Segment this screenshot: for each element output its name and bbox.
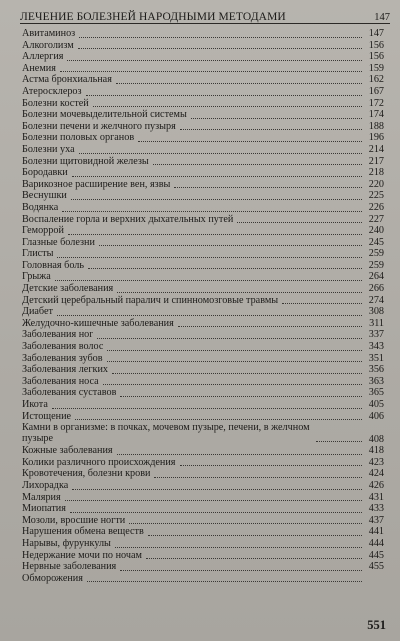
toc-entry-page: 174 [368, 109, 384, 121]
toc-entry-title: Варикозное расширение вен, язвы [22, 178, 171, 190]
dot-leader [174, 187, 362, 188]
toc-entry-title: Кожные заболевания [22, 445, 113, 457]
dot-leader [72, 489, 362, 490]
dot-leader [93, 106, 362, 107]
toc-entry-title: Атеросклероз [22, 85, 82, 97]
toc-entry-title: Водянка [22, 201, 59, 213]
header-title: ЛЕЧЕНИЕ БОЛЕЗНЕЙ НАРОДНЫМИ МЕТОДАМИ [20, 11, 286, 23]
toc-entry [22, 503, 384, 515]
toc-entry-title: Обморожения [22, 572, 83, 584]
toc-entry [22, 190, 384, 202]
toc-entry-page: 311 [369, 317, 384, 329]
toc-entry-page: 172 [368, 97, 384, 109]
toc-entry [22, 468, 384, 480]
toc-entry [22, 156, 384, 168]
dot-leader [52, 408, 362, 409]
toc-entry [22, 387, 384, 399]
toc-entry-title: Грыжа [22, 271, 51, 283]
toc-entry-page: 220 [368, 178, 384, 190]
toc-entry-title: Головная боль [22, 259, 85, 271]
toc-entry [22, 248, 384, 260]
toc-entry-title: Воспаление горла и верхних дыхательных путей [22, 213, 234, 225]
toc-entry [22, 457, 384, 469]
dot-leader [68, 234, 362, 235]
toc-entry [22, 318, 384, 330]
toc-entry-page: 156 [368, 39, 384, 51]
toc-entry [22, 573, 384, 585]
toc-entry [22, 40, 384, 52]
toc-entry-page: 188 [368, 120, 384, 132]
toc-entry-title: Болезни половых органов [22, 132, 135, 144]
dot-leader [117, 454, 362, 455]
toc-entry-title: Нарывы, фурункулы [22, 537, 111, 549]
dot-leader [57, 257, 362, 258]
toc-entry-title: Нервные заболевания [22, 561, 117, 573]
toc-entry [22, 132, 384, 144]
toc-entry [22, 74, 384, 86]
toc-entry [22, 515, 384, 527]
toc-entry-page: 214 [368, 143, 384, 155]
toc-entry-page: 406 [368, 410, 384, 422]
toc-entry-title: Болезни щитовидной железы [22, 155, 149, 167]
toc-entry-title: Желудочно-кишечные заболевания [22, 317, 174, 329]
toc-entry-title: Веснушки [22, 190, 67, 202]
dot-leader [117, 292, 362, 293]
toc-entry-title: Глазные болезни [22, 236, 95, 248]
toc-entry-title: Алкоголизм [22, 39, 74, 51]
toc-entry [22, 538, 384, 550]
toc-entry [22, 550, 384, 562]
toc-entry-page: 455 [368, 561, 384, 573]
dot-leader [72, 176, 362, 177]
toc-entry-title: Лихорадка [22, 479, 69, 491]
dot-leader [282, 303, 362, 304]
toc-entry-title: Заболевания ног [22, 329, 94, 341]
toc-entry-page: 147 [368, 28, 384, 39]
toc-entry-page: 437 [368, 514, 384, 526]
toc-entry-page: 227 [368, 213, 384, 225]
toc-entry-title: Заболевания носа [22, 375, 99, 387]
dot-leader [191, 118, 362, 119]
dot-leader [237, 222, 362, 223]
toc-entry [22, 214, 384, 226]
dot-leader [112, 373, 362, 374]
running-header [20, 5, 390, 24]
dot-leader [88, 268, 362, 269]
dot-leader [107, 350, 362, 351]
dot-leader [75, 419, 362, 420]
toc-entry-page: 264 [368, 271, 384, 283]
toc-entry [22, 445, 384, 457]
dot-leader [67, 60, 362, 61]
toc-entry-page: 274 [368, 294, 384, 306]
dot-leader [86, 95, 362, 96]
toc-entry [22, 341, 384, 353]
toc-entry-title: Недержание мочи по ночам [22, 549, 142, 561]
dot-leader [55, 280, 362, 281]
dot-leader [153, 164, 362, 165]
dot-leader [138, 141, 362, 142]
toc-entry-page: 196 [368, 132, 384, 144]
toc-entry-title: Болезни костей [22, 97, 89, 109]
toc-entry [22, 179, 384, 191]
toc-entry-title: Заболевания легких [22, 364, 108, 376]
toc-entry [22, 271, 384, 283]
toc-entry-page: 217 [368, 155, 384, 167]
toc-entry-page: 423 [368, 456, 384, 468]
toc-entry [22, 526, 384, 538]
toc-entry [22, 144, 384, 156]
dot-leader [78, 48, 362, 49]
dot-leader [316, 441, 362, 442]
toc-entry-page: 259 [368, 259, 384, 271]
toc-entry-page: 162 [368, 74, 384, 86]
header-page-number: 147 [374, 12, 390, 23]
dot-leader [120, 396, 362, 397]
toc-entry-title: Истощение [22, 410, 72, 422]
toc-entry-title: Анемия [22, 62, 56, 74]
toc-entry-page: 424 [368, 468, 384, 480]
toc-entry-page: 159 [368, 62, 384, 74]
toc-entry-page: 445 [368, 549, 384, 561]
footer-page-number: 551 [367, 618, 386, 632]
dot-leader [97, 338, 362, 339]
toc-entry [22, 51, 384, 63]
toc-entry [22, 399, 384, 411]
toc-entry-page: 418 [368, 445, 384, 457]
toc-entry-page: 167 [368, 85, 384, 97]
dot-leader [71, 199, 362, 200]
toc-entry [22, 260, 384, 272]
toc-entry-title: Детский церебральный паралич и спинномозговые травмы [22, 294, 279, 306]
toc-entry-title: Камни в организме: в почках, мочевом пузыре, печени, в желчном пузыре [22, 422, 310, 445]
dot-leader [180, 465, 363, 466]
toc-entry-title: Астма бронхиальная [22, 74, 112, 86]
dot-leader [120, 570, 362, 571]
toc-entry [22, 561, 384, 573]
toc-entry-title: Детские заболевания [22, 283, 114, 295]
toc-entry [22, 86, 384, 98]
toc-entry-title: Бородавки [22, 167, 68, 179]
toc-entry [22, 480, 384, 492]
toc-entry-page: 245 [368, 236, 384, 248]
dot-leader [115, 547, 362, 548]
table-of-contents [22, 28, 384, 584]
toc-entry-title: Глисты [22, 248, 54, 260]
dot-leader [70, 512, 362, 513]
dot-leader [180, 129, 362, 130]
toc-entry-title: Кровотечения, болезни крови [22, 468, 151, 480]
toc-entry-page: 337 [368, 329, 384, 341]
dot-leader [148, 535, 362, 536]
toc-entry-page: 426 [368, 479, 384, 491]
dot-leader [107, 361, 362, 362]
toc-entry-page: 408 [368, 433, 384, 445]
toc-entry [22, 329, 384, 341]
toc-entry [22, 353, 384, 365]
toc-entry [22, 283, 384, 295]
dot-leader [60, 71, 362, 72]
toc-entry-page: 441 [368, 526, 384, 538]
dot-leader [103, 384, 362, 385]
toc-entry [22, 98, 384, 110]
toc-entry-page: 444 [368, 537, 384, 549]
toc-entry [22, 202, 384, 214]
toc-entry [22, 422, 384, 445]
toc-entry-title: Аллергия [22, 51, 64, 63]
toc-entry [22, 295, 384, 307]
toc-entry-page: 365 [368, 387, 384, 399]
toc-entry-title: Мозоли, вросшие ногти [22, 514, 126, 526]
dot-leader [178, 326, 362, 327]
toc-entry-page: 156 [368, 51, 384, 63]
toc-entry-title: Колики различного происхождения [22, 456, 176, 468]
toc-entry [22, 28, 384, 40]
dot-leader [146, 558, 362, 559]
toc-entry-page: 259 [368, 248, 384, 260]
toc-entry [22, 306, 384, 318]
dot-leader [116, 83, 362, 84]
toc-entry [22, 109, 384, 121]
toc-entry-title: Геморрой [22, 225, 64, 237]
toc-entry-page: 226 [368, 201, 384, 213]
toc-entry-page: 356 [368, 364, 384, 376]
toc-entry [22, 63, 384, 75]
toc-entry-page: 218 [368, 167, 384, 179]
dot-leader [87, 581, 362, 582]
toc-entry [22, 237, 384, 249]
toc-entry [22, 492, 384, 504]
toc-entry-page: 225 [368, 190, 384, 202]
dot-leader [57, 315, 362, 316]
toc-entry [22, 376, 384, 388]
dot-leader [79, 37, 362, 38]
toc-entry-page: 351 [368, 352, 384, 364]
toc-entry-title: Заболевания суставов [22, 387, 117, 399]
toc-entry-page: 308 [368, 306, 384, 318]
toc-entry-page: 363 [368, 375, 384, 387]
toc-entry-title: Заболевания волос [22, 341, 104, 353]
dot-leader [65, 500, 362, 501]
toc-entry-title: Заболевания зубов [22, 352, 103, 364]
toc-entry-title: Малярия [22, 491, 61, 503]
toc-entry-page: 266 [368, 283, 384, 295]
toc-entry-title: Авитаминоз [22, 28, 76, 39]
toc-entry-title: Диабет [22, 306, 53, 318]
toc-entry [22, 121, 384, 133]
toc-entry [22, 225, 384, 237]
toc-entry-title: Миопатия [22, 503, 66, 515]
dot-leader [154, 477, 362, 478]
dot-leader [99, 245, 362, 246]
toc-entry-page: 405 [368, 399, 384, 410]
toc-entry-title: Болезни мочевыделительной системы [22, 109, 187, 121]
dot-leader [62, 211, 362, 212]
dot-leader [129, 523, 362, 524]
toc-entry [22, 167, 384, 179]
toc-entry-title: Болезни уха [22, 143, 75, 155]
toc-entry-page: 433 [368, 503, 384, 515]
dot-leader [79, 153, 362, 154]
toc-entry-page: 431 [368, 491, 384, 503]
toc-entry [22, 411, 384, 423]
toc-entry-title: Икота [22, 399, 48, 410]
toc-entry-title: Болезни печени и желчного пузыря [22, 120, 176, 132]
toc-entry-title: Нарушения обмена веществ [22, 526, 144, 538]
toc-entry-page: 240 [368, 225, 384, 237]
toc-entry-page: 343 [368, 341, 384, 353]
toc-entry [22, 364, 384, 376]
